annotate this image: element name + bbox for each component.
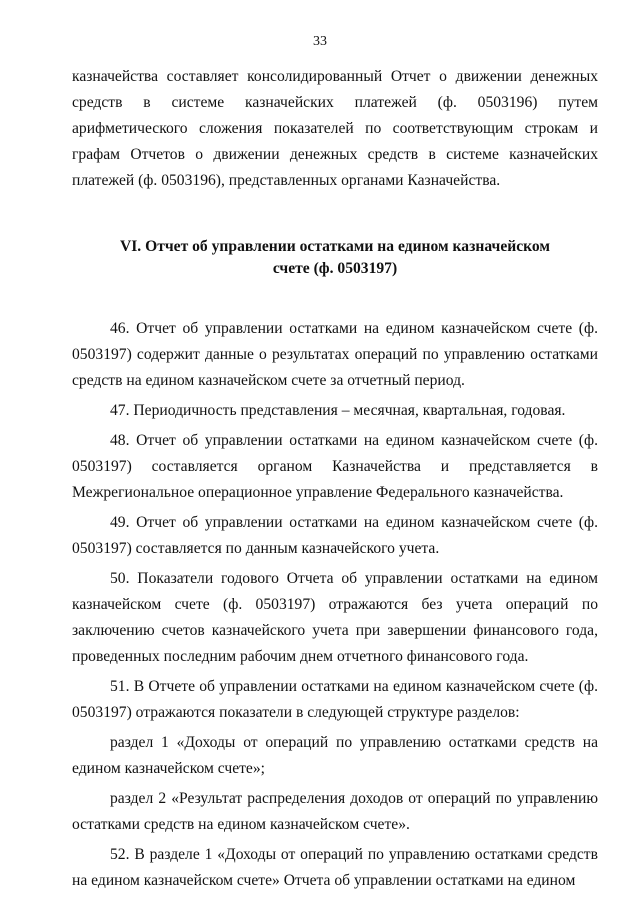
paragraph-51: 51. В Отчете об управлении остатками на едином казначейском счете (ф. 0503197) отражаются показатели в следующей структуре разделов:: [72, 678, 598, 721]
paragraph-49: 49. Отчет об управлении остатками на едином казначейском счете (ф. 0503197) составляется по данным казначейского учета.: [72, 514, 598, 557]
section-heading-line-1: VI. Отчет об управлении остатками на едином казначейском: [119, 238, 551, 255]
paragraph-50: 50. Показатели годового Отчета об управлении остатками на едином казначейском счете (ф. 0503197) отражаются без учета операций по заключению счетов казначейского учета при завершении финансового года, проведенных последним рабочим днем отчетного финансового года.: [72, 570, 598, 665]
paragraph-47: 47. Периодичность представления – месячная, квартальная, годовая.: [110, 402, 566, 419]
intro-paragraph: казначейства составляет консолидированный Отчет о движении денежных средств в системе казначейских платежей (ф. 0503196) путем арифметического сложения показателей по соответствующим строкам и графам Отчетов о движении денежных средств в системе казначейских платежей (ф. 0503196), представленных органами Казначейства.: [72, 68, 598, 189]
section-heading-line-2: счете (ф. 0503197): [272, 260, 398, 277]
paragraph-48: 48. Отчет об управлении остатками на едином казначейском счете (ф. 0503197) составляется органом Казначейства и представляется в Межрегиональное операционное управление Федерального казначейства.: [72, 432, 598, 501]
paragraph-46: 46. Отчет об управлении остатками на едином казначейском счете (ф. 0503197) содержит данные о результатах операций по управлению остатками средств на едином казначейском счете за отчетный период.: [72, 320, 598, 389]
paragraph-section-2: раздел 2 «Результат распределения доходов от операций по управлению остатками средств на едином казначейском счете».: [72, 790, 598, 833]
document-body: [72, 64, 598, 894]
paragraph-section-1: раздел 1 «Доходы от операций по управлению остатками средств на едином казначейском счете»;: [72, 734, 598, 777]
paragraph-52: 52. В разделе 1 «Доходы от операций по управлению остатками средств на едином казначейском счете» Отчета об управлении остатками на едином: [72, 846, 598, 889]
page-number: 33: [313, 34, 327, 49]
section-heading: [100, 236, 570, 280]
